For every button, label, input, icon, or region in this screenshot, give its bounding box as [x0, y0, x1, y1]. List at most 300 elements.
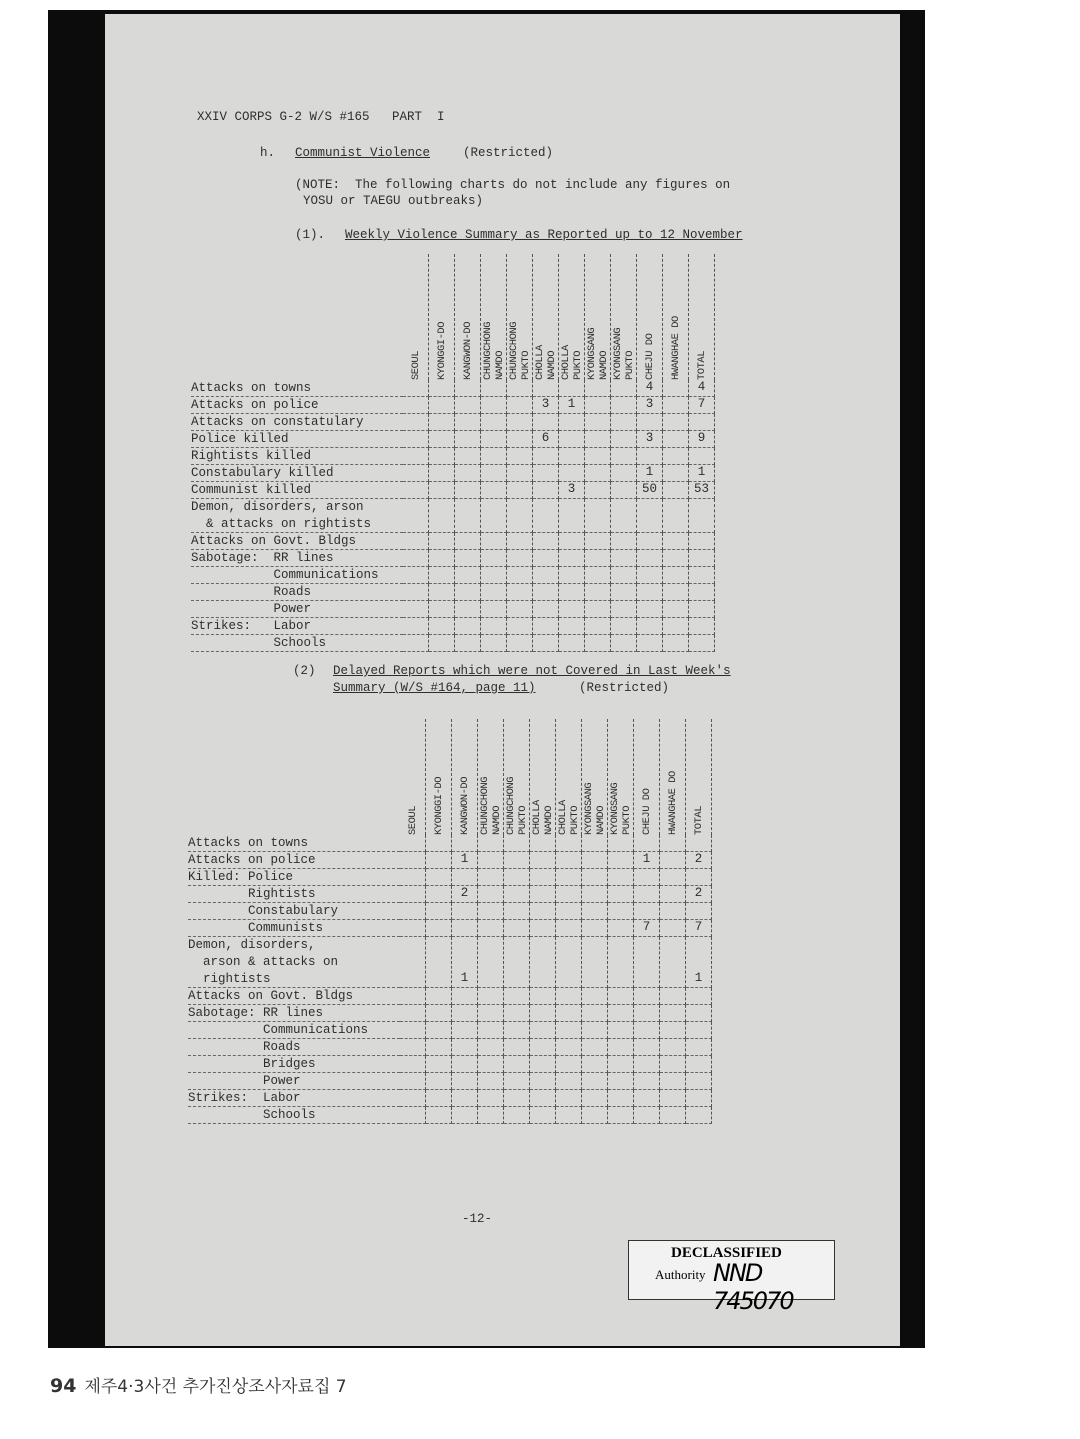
- table-cell: [452, 1022, 478, 1039]
- column-header-text: CHEJU DO: [643, 333, 656, 380]
- column-header-text: KANGWON-DO: [461, 321, 474, 380]
- row-label: [191, 499, 403, 533]
- table-cell: [507, 635, 533, 652]
- table-cell: [481, 448, 507, 465]
- row-label: [188, 903, 400, 920]
- table-cell: [504, 1056, 530, 1073]
- table-cell: [481, 499, 507, 533]
- table-cell: [507, 448, 533, 465]
- column-header: [608, 719, 634, 835]
- table-cell: [608, 988, 634, 1005]
- table-cell: [530, 1056, 556, 1073]
- row-label: [191, 448, 403, 465]
- table-cell: [582, 835, 608, 852]
- table-cell: [611, 635, 637, 652]
- table-cell: [663, 448, 689, 465]
- table-row: [191, 618, 715, 635]
- table-cell: [507, 482, 533, 499]
- table-cell: [634, 1056, 660, 1073]
- table-cell: [582, 1039, 608, 1056]
- table-cell: [637, 499, 663, 533]
- table-cell: [429, 431, 455, 448]
- table-cell: [663, 431, 689, 448]
- table-cell: [481, 465, 507, 482]
- table-cell: [559, 380, 585, 397]
- table-cell: [660, 1107, 686, 1124]
- table-cell: [533, 499, 559, 533]
- table-row: [188, 1107, 712, 1124]
- row-label-line: Roads: [191, 585, 312, 599]
- column-header-text: KYONGSANG: [611, 327, 624, 380]
- column-header-text: PUKTO: [623, 350, 636, 380]
- table-cell: [608, 903, 634, 920]
- table-cell: [452, 1056, 478, 1073]
- table-cell: [481, 397, 507, 414]
- table-cell: [556, 1022, 582, 1039]
- table-cell: 2: [686, 852, 712, 869]
- table-cell: 1: [686, 937, 712, 988]
- table-cell: [611, 448, 637, 465]
- table-cell: [504, 886, 530, 903]
- table1-number: (1).: [295, 228, 326, 242]
- table-row: [191, 584, 715, 601]
- table-cell: [478, 835, 504, 852]
- table-cell: [478, 1056, 504, 1073]
- table-cell: [478, 1039, 504, 1056]
- row-label-line: Bridges: [188, 1057, 316, 1071]
- row-label-line: Demon, disorders,: [188, 938, 316, 952]
- column-header-text: CHUNGCHONG: [478, 776, 491, 835]
- table-cell: 7: [634, 920, 660, 937]
- row-label-line: & attacks on rightists: [191, 517, 372, 531]
- row-label: [188, 1107, 400, 1124]
- document-page: [105, 14, 900, 1346]
- table-cell: [634, 1005, 660, 1022]
- column-header: [637, 254, 663, 380]
- table-cell: [429, 635, 455, 652]
- table-cell: [663, 567, 689, 584]
- table-cell: [608, 869, 634, 886]
- table-cell: [582, 869, 608, 886]
- column-header-text: KYONGSANG: [608, 782, 621, 835]
- table-cell: [663, 499, 689, 533]
- table-cell: [611, 397, 637, 414]
- table-cell: [637, 448, 663, 465]
- table-cell: [403, 431, 429, 448]
- table-cell: [530, 835, 556, 852]
- table-cell: [426, 835, 452, 852]
- row-label: [191, 482, 403, 499]
- column-header-text: PUKTO: [519, 350, 532, 380]
- table-cell: [533, 533, 559, 550]
- table-cell: [634, 1073, 660, 1090]
- row-label-line: Attacks on Govt. Bldgs: [188, 989, 354, 1003]
- table-cell: [403, 584, 429, 601]
- row-label-line: Attacks on towns: [191, 381, 312, 395]
- table-row: [188, 1090, 712, 1107]
- table-cell: [611, 431, 637, 448]
- table-row: [191, 567, 715, 584]
- table-cell: [611, 567, 637, 584]
- table-cell: [426, 1107, 452, 1124]
- column-header: [507, 254, 533, 380]
- table-cell: [400, 1073, 426, 1090]
- table-cell: [533, 482, 559, 499]
- table-cell: [400, 1107, 426, 1124]
- table-cell: [504, 835, 530, 852]
- table-cell: [533, 448, 559, 465]
- table-cell: [452, 869, 478, 886]
- table-cell: [611, 482, 637, 499]
- table-cell: [556, 920, 582, 937]
- table-cell: [403, 533, 429, 550]
- row-label-line: Attacks on police: [188, 853, 316, 867]
- table-cell: [504, 903, 530, 920]
- book-footer: [50, 1372, 347, 1397]
- table-cell: [429, 499, 455, 533]
- table-cell: [530, 1090, 556, 1107]
- note-line-2: YOSU or TAEGU outbreaks): [303, 194, 484, 208]
- table-cell: 7: [689, 397, 715, 414]
- table-cell: [556, 1090, 582, 1107]
- table-cell: [663, 601, 689, 618]
- table-cell: [686, 869, 712, 886]
- table-cell: [504, 1005, 530, 1022]
- table-cell: 50: [637, 482, 663, 499]
- table-cell: [559, 618, 585, 635]
- column-header-text: CHUNGCHONG: [504, 776, 517, 835]
- table-cell: 6: [533, 431, 559, 448]
- table-cell: [429, 482, 455, 499]
- table-cell: [429, 550, 455, 567]
- column-header: [481, 254, 507, 380]
- table-cell: [507, 533, 533, 550]
- table-cell: [582, 1073, 608, 1090]
- table-row: [188, 852, 712, 869]
- table-cell: [426, 1039, 452, 1056]
- table-row: [191, 465, 715, 482]
- row-label: [188, 920, 400, 937]
- table-cell: [608, 1073, 634, 1090]
- table-cell: 1: [634, 852, 660, 869]
- table-cell: [556, 1056, 582, 1073]
- stamp-code: NND 745070: [713, 1259, 793, 1315]
- table-cell: [403, 499, 429, 533]
- table-row: [188, 920, 712, 937]
- table-cell: [481, 482, 507, 499]
- table-row: [188, 1073, 712, 1090]
- section-restriction: (Restricted): [463, 146, 554, 160]
- table-cell: [634, 869, 660, 886]
- table-cell: [559, 499, 585, 533]
- table-cell: [608, 1056, 634, 1073]
- table-cell: [403, 482, 429, 499]
- row-label-line: arson & attacks on: [188, 955, 339, 969]
- table-cell: [686, 835, 712, 852]
- table-cell: [686, 1073, 712, 1090]
- column-header-text: KYONGGI-DO: [435, 321, 448, 380]
- table-cell: [455, 482, 481, 499]
- column-header-text: TOTAL: [695, 350, 708, 380]
- table-cell: [663, 618, 689, 635]
- table-cell: [533, 618, 559, 635]
- column-header-text: PUKTO: [620, 805, 633, 835]
- table-cell: [452, 1005, 478, 1022]
- table-cell: [608, 835, 634, 852]
- table-cell: [556, 1005, 582, 1022]
- column-header: [585, 254, 611, 380]
- column-headers: [400, 719, 712, 835]
- row-label: [188, 1056, 400, 1073]
- table-cell: [504, 852, 530, 869]
- table-cell: [556, 1107, 582, 1124]
- table-cell: [478, 852, 504, 869]
- row-label-line: Constabulary killed: [191, 466, 334, 480]
- table-row: [188, 869, 712, 886]
- table-cell: [637, 414, 663, 431]
- table-cell: [637, 567, 663, 584]
- table-row: [191, 482, 715, 499]
- table-cell: [507, 465, 533, 482]
- table-cell: [507, 601, 533, 618]
- table-cell: 1: [689, 465, 715, 482]
- column-header: [504, 719, 530, 835]
- row-label-line: Rightists killed: [191, 449, 312, 463]
- table-row: [191, 414, 715, 431]
- row-label: [191, 601, 403, 618]
- table-row: [191, 397, 715, 414]
- table-cell: [663, 635, 689, 652]
- table-cell: [504, 1090, 530, 1107]
- table-cell: [530, 869, 556, 886]
- table-cell: [686, 988, 712, 1005]
- table-cell: [660, 1039, 686, 1056]
- table-cell: [403, 414, 429, 431]
- row-label-line: Sabotage: RR lines: [188, 1006, 324, 1020]
- table-cell: [686, 1056, 712, 1073]
- column-header-text: SEOUL: [409, 350, 422, 380]
- table-cell: [585, 380, 611, 397]
- table-row: [188, 1022, 712, 1039]
- table-row: [191, 550, 715, 567]
- table-cell: [611, 499, 637, 533]
- table-cell: [585, 618, 611, 635]
- table-row: [188, 1039, 712, 1056]
- table-cell: [556, 835, 582, 852]
- table-cell: [452, 1073, 478, 1090]
- table-cell: [403, 618, 429, 635]
- row-label: [191, 550, 403, 567]
- table-cell: [556, 1039, 582, 1056]
- table-cell: [585, 499, 611, 533]
- table-cell: [611, 550, 637, 567]
- column-header-text: KANGWON-DO: [458, 776, 471, 835]
- table-cell: [686, 1022, 712, 1039]
- table-cell: [455, 618, 481, 635]
- row-label: [188, 1090, 400, 1107]
- table-cell: [400, 852, 426, 869]
- table-cell: [608, 1039, 634, 1056]
- table-cell: [507, 550, 533, 567]
- column-header-text: HWANGHAE DO: [666, 771, 679, 835]
- table-cell: [478, 988, 504, 1005]
- table-cell: 3: [637, 397, 663, 414]
- row-label-line: Demon, disorders, arson: [191, 500, 364, 514]
- table-cell: [426, 920, 452, 937]
- table-cell: [452, 903, 478, 920]
- table-cell: [689, 533, 715, 550]
- column-header-text: CHUNGCHONG: [481, 321, 494, 380]
- table-cell: [608, 1107, 634, 1124]
- table-cell: [559, 414, 585, 431]
- row-label-line: Attacks on constatulary: [191, 415, 364, 429]
- table-cell: [689, 601, 715, 618]
- row-label: [188, 1005, 400, 1022]
- table-cell: [504, 920, 530, 937]
- column-headers: [403, 254, 715, 380]
- table-cell: [582, 1090, 608, 1107]
- table-cell: [637, 584, 663, 601]
- column-header-text: NAMDO: [545, 350, 558, 380]
- table-cell: [533, 635, 559, 652]
- table-cell: [455, 431, 481, 448]
- table-cell: [556, 988, 582, 1005]
- table-cell: [634, 1090, 660, 1107]
- table-cell: [452, 988, 478, 1005]
- table-cell: [634, 988, 660, 1005]
- table-cell: [582, 1005, 608, 1022]
- table-row: [191, 635, 715, 652]
- row-label-line: Communications: [188, 1023, 369, 1037]
- column-header: [530, 719, 556, 835]
- table-cell: [585, 550, 611, 567]
- column-header: [611, 254, 637, 380]
- table-cell: [689, 414, 715, 431]
- table-cell: [455, 448, 481, 465]
- table-cell: 3: [559, 482, 585, 499]
- table-cell: [400, 1056, 426, 1073]
- table-cell: [455, 601, 481, 618]
- table-cell: [663, 584, 689, 601]
- table-cell: [556, 869, 582, 886]
- column-header: [455, 254, 481, 380]
- table-cell: [582, 1107, 608, 1124]
- row-label-line: Attacks on Govt. Bldgs: [191, 534, 357, 548]
- table-cell: [504, 1073, 530, 1090]
- book-page-number: 94: [50, 1375, 77, 1397]
- column-header: [660, 719, 686, 835]
- table-cell: [559, 465, 585, 482]
- row-label: [191, 380, 403, 397]
- table-cell: [660, 852, 686, 869]
- table-cell: [634, 886, 660, 903]
- table-cell: [507, 414, 533, 431]
- table-row: [188, 835, 712, 852]
- table-cell: [452, 920, 478, 937]
- table-cell: [530, 1022, 556, 1039]
- table-cell: [452, 835, 478, 852]
- table-cell: [689, 584, 715, 601]
- table-cell: [585, 448, 611, 465]
- table-cell: [400, 1022, 426, 1039]
- table-cell: [530, 1107, 556, 1124]
- table-cell: 1: [637, 465, 663, 482]
- table-cell: [663, 533, 689, 550]
- table-cell: [585, 635, 611, 652]
- row-label-line: Roads: [188, 1040, 301, 1054]
- table-cell: [530, 1073, 556, 1090]
- table-cell: [455, 499, 481, 533]
- table-cell: [663, 550, 689, 567]
- section-title: Communist Violence: [295, 146, 431, 160]
- table-cell: [611, 465, 637, 482]
- table-cell: [530, 937, 556, 988]
- table2-title-line-1: Delayed Reports which were not Covered in Last Week's: [333, 664, 731, 678]
- table-cell: 4: [637, 380, 663, 397]
- table-cell: [530, 852, 556, 869]
- table-cell: 2: [686, 886, 712, 903]
- table-cell: [478, 1073, 504, 1090]
- table-cell: [637, 601, 663, 618]
- table-cell: [611, 533, 637, 550]
- row-label: [188, 1073, 400, 1090]
- table1-title: Weekly Violence Summary as Reported up to 12 November: [345, 228, 743, 242]
- column-header: [686, 719, 712, 835]
- table-cell: [403, 601, 429, 618]
- column-header: [634, 719, 660, 835]
- table-cell: [582, 903, 608, 920]
- row-label: [191, 397, 403, 414]
- column-header-text: KYONGGI-DO: [432, 776, 445, 835]
- table-cell: [481, 431, 507, 448]
- table-cell: [504, 988, 530, 1005]
- table-cell: [478, 1107, 504, 1124]
- table-cell: [426, 1005, 452, 1022]
- column-header: [429, 254, 455, 380]
- table-cell: [478, 1090, 504, 1107]
- table-cell: [452, 1090, 478, 1107]
- table-cell: [478, 903, 504, 920]
- table-cell: [611, 618, 637, 635]
- row-label-line: Strikes: Labor: [188, 1091, 301, 1105]
- table-cell: [556, 852, 582, 869]
- table-row: [191, 431, 715, 448]
- table-cell: 3: [637, 431, 663, 448]
- table-cell: [686, 1090, 712, 1107]
- table-cell: [533, 550, 559, 567]
- table-row: [191, 448, 715, 465]
- table-cell: [582, 1056, 608, 1073]
- column-header-text: CHEJU DO: [640, 788, 653, 835]
- column-header: [559, 254, 585, 380]
- table-cell: [582, 852, 608, 869]
- declassified-stamp: [628, 1240, 835, 1315]
- table-cell: [660, 1005, 686, 1022]
- table-cell: [585, 601, 611, 618]
- table-cell: [559, 533, 585, 550]
- row-label-line: Rightists: [188, 887, 316, 901]
- table-cell: [507, 380, 533, 397]
- table-cell: [556, 937, 582, 988]
- table-cell: [426, 1022, 452, 1039]
- table-cell: [504, 1039, 530, 1056]
- table-cell: [660, 937, 686, 988]
- column-header: [582, 719, 608, 835]
- row-label: [191, 533, 403, 550]
- row-label: [188, 1022, 400, 1039]
- table-cell: [608, 886, 634, 903]
- table-cell: [429, 465, 455, 482]
